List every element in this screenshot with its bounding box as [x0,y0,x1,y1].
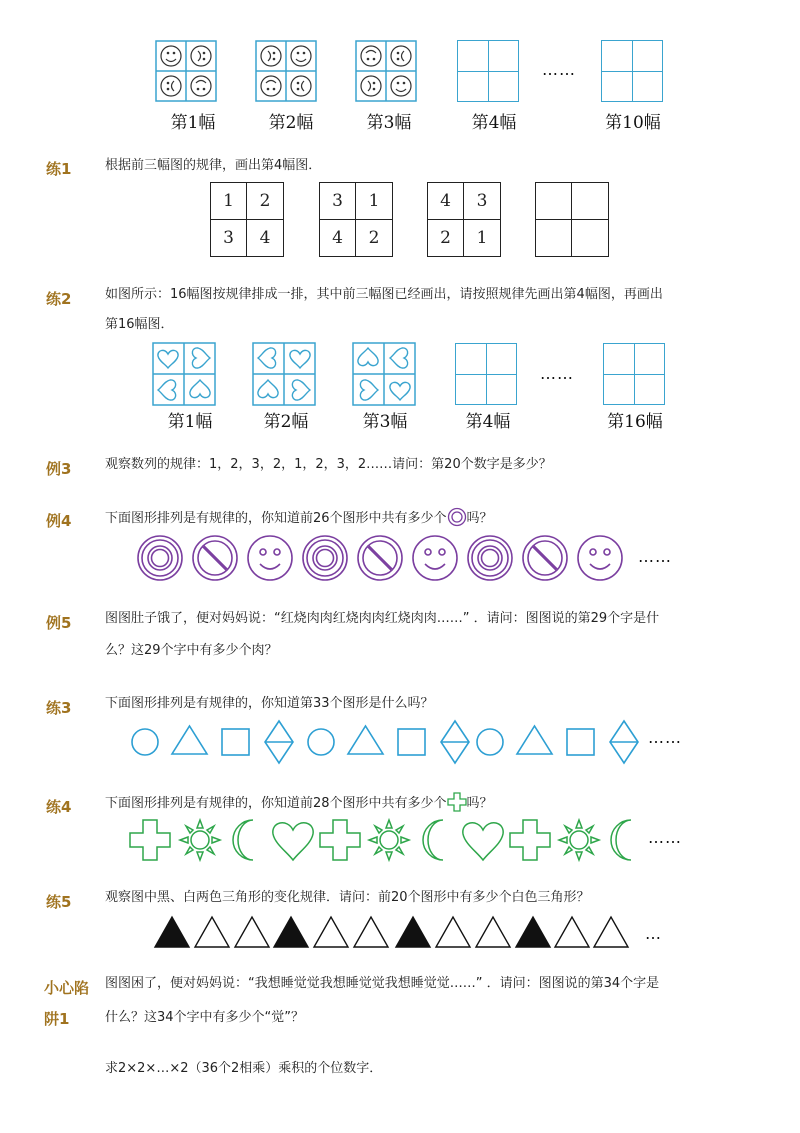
caption-1: 第1幅 [170,113,216,133]
heart-empty-grid-16 [603,343,665,405]
lian2-question-line2: 第16幅图． [105,317,174,332]
grid-cell: 1 [211,183,247,220]
ellipsis: …… [540,364,574,383]
black-triangle-icon [396,917,430,947]
li4-question-text: 下面图形排列是有规律的，你知道前26个图形中共有多少个 [105,511,447,526]
grid-cell: 2 [247,183,283,220]
ellipsis: …… [638,547,672,566]
square-icon [398,729,425,755]
ellipsis: …… [648,728,682,747]
diamond-icon [610,721,638,763]
grid-cell [572,183,608,220]
cross-icon [447,792,467,812]
heart-empty-grid-4 [455,343,517,405]
caption-4: 第4幅 [471,113,517,133]
grid-cell: 4 [320,220,356,257]
section-label-lian1: 练1 [46,160,72,178]
lian5-question: 观察图中黑、白两色三角形的变化规律．请问：前20个图形中有多少个白色三角形？ [105,890,590,905]
white-triangle-icon [354,917,388,947]
white-triangle-icon [314,917,348,947]
heart-icon [273,823,313,860]
grid-cell [536,183,572,220]
lian4-question-tail: 吗？ [466,796,493,811]
circle-icon [477,729,503,755]
grid-cell: 3 [211,220,247,257]
ring-icon [468,536,512,580]
caption-10: 第10幅 [605,113,661,133]
sun-icon [180,820,220,860]
smiley-icon [248,536,292,580]
heart-grid-2 [252,342,316,406]
section-label-trap-line2: 阱1 [44,1010,70,1028]
moon-icon [423,820,443,860]
smiley-icon [413,536,457,580]
caption-1: 第1幅 [167,412,213,432]
lian5-triangle-sequence [150,914,640,952]
section-label-lian4: 练4 [46,798,72,816]
caption-16: 第16幅 [607,412,663,432]
number-grid-3 [427,182,501,257]
grid-cell: 4 [259,227,271,248]
triangle-icon [348,726,383,754]
grid-cell: 4 [428,183,464,220]
triangle-icon [517,726,552,754]
white-triangle-icon [436,917,470,947]
lian2-question-line1: 如图所示：16幅图按规律排成一排，其中前三幅图已经画出，请按照规律先画出第4幅图，再画出 [105,287,663,302]
circle-icon [132,729,158,755]
grid-cell [536,220,572,257]
diamond-icon [441,721,469,763]
number-grid-2 [319,182,393,257]
caption-2: 第2幅 [268,113,314,133]
face-grid-1 [155,40,217,102]
lian4-question [105,792,493,815]
caption-2: 第2幅 [263,412,309,432]
ring-icon [303,536,347,580]
white-triangle-icon [555,917,589,947]
no-sign-icon [523,536,567,580]
cross-icon [320,820,360,860]
empty-grid-4 [457,40,519,102]
black-triangle-icon [274,917,308,947]
li5-question-line1: 图图肚子饿了，便对妈妈说：“红烧肉肉红烧肉肉红烧肉肉……” ．请问：图图说的第29个字是什 [105,611,660,626]
lian4-shape-sequence [125,815,645,865]
triangle-icon [172,726,207,754]
li3-question: 观察数列的规律：1，2，3，2，1，2，3，2……请问：第20个数字是多少？ [105,457,552,472]
square-icon [222,729,249,755]
sun-icon [559,820,599,860]
ring-icon [138,536,182,580]
caption-3: 第3幅 [366,113,412,133]
grid-cell [572,220,608,257]
smiley-icon [578,536,622,580]
caption-3: 第3幅 [362,412,408,432]
diamond-icon [265,721,293,763]
li5-question-line2: 么？这29个字中有多少个肉？ [105,643,278,658]
grid-cell: 3 [464,183,500,220]
black-triangle-icon [516,917,550,947]
moon-icon [233,820,253,860]
circle-icon [308,729,334,755]
white-triangle-icon [594,917,628,947]
face-grid-3 [355,40,417,102]
empty-grid-10 [601,40,663,102]
sun-icon [369,820,409,860]
heart-grid-3 [352,342,416,406]
ellipsis: …… [648,828,682,847]
number-grid-1 [210,182,284,257]
ring-icon [447,507,467,527]
section-label-li3: 例3 [46,460,72,478]
black-triangle-icon [155,917,189,947]
trap-question-line1: 图图困了，便对妈妈说：“我想睡觉觉我想睡觉觉我想睡觉觉……” ．请问：图图说的第34个字是 [105,976,660,991]
li4-question-tail: 吗？ [466,511,493,526]
number-grid-answer [535,182,609,257]
cross-icon [510,820,550,860]
section-label-li5: 例5 [46,614,72,632]
grid-cell: 2 [428,220,464,257]
moon-icon [611,820,631,860]
section-label-li4: 例4 [46,512,72,530]
face-grid-2 [255,40,317,102]
white-triangle-icon [235,917,269,947]
section-label-lian3: 练3 [46,699,72,717]
grid-cell: 3 [320,183,356,220]
lian4-question-text: 下面图形排列是有规律的，你知道前28个图形中共有多少个 [105,796,447,811]
li4-shape-sequence [135,533,635,583]
trap-question-line3: 求2×2×…×2（36个2相乘）乘积的个位数字． [105,1061,383,1076]
ellipsis: …… [542,60,576,79]
square-icon [567,729,594,755]
section-label-lian5: 练5 [46,893,72,911]
ellipsis: … [645,924,662,943]
heart-icon [463,823,503,860]
white-triangle-icon [195,917,229,947]
caption-4: 第4幅 [465,412,511,432]
trap-question-line2: 什么？这34个字中有多少个“觉”？ [105,1010,305,1025]
heart-grid-1 [152,342,216,406]
lian3-question: 下面图形排列是有规律的，你知道第33个图形是什么吗？ [105,696,434,711]
grid-cell: 1 [476,227,488,248]
section-label-trap-line1: 小心陷 [44,979,90,997]
lian3-shape-sequence [125,718,645,766]
no-sign-icon [193,536,237,580]
grid-cell: 1 [356,183,392,220]
lian1-question: 根据前三幅图的规律，画出第4幅图． [105,158,322,173]
section-label-lian2: 练2 [46,290,72,308]
white-triangle-icon [476,917,510,947]
no-sign-icon [358,536,402,580]
cross-icon [130,820,170,860]
grid-cell: 2 [368,227,380,248]
li4-question [105,507,493,530]
